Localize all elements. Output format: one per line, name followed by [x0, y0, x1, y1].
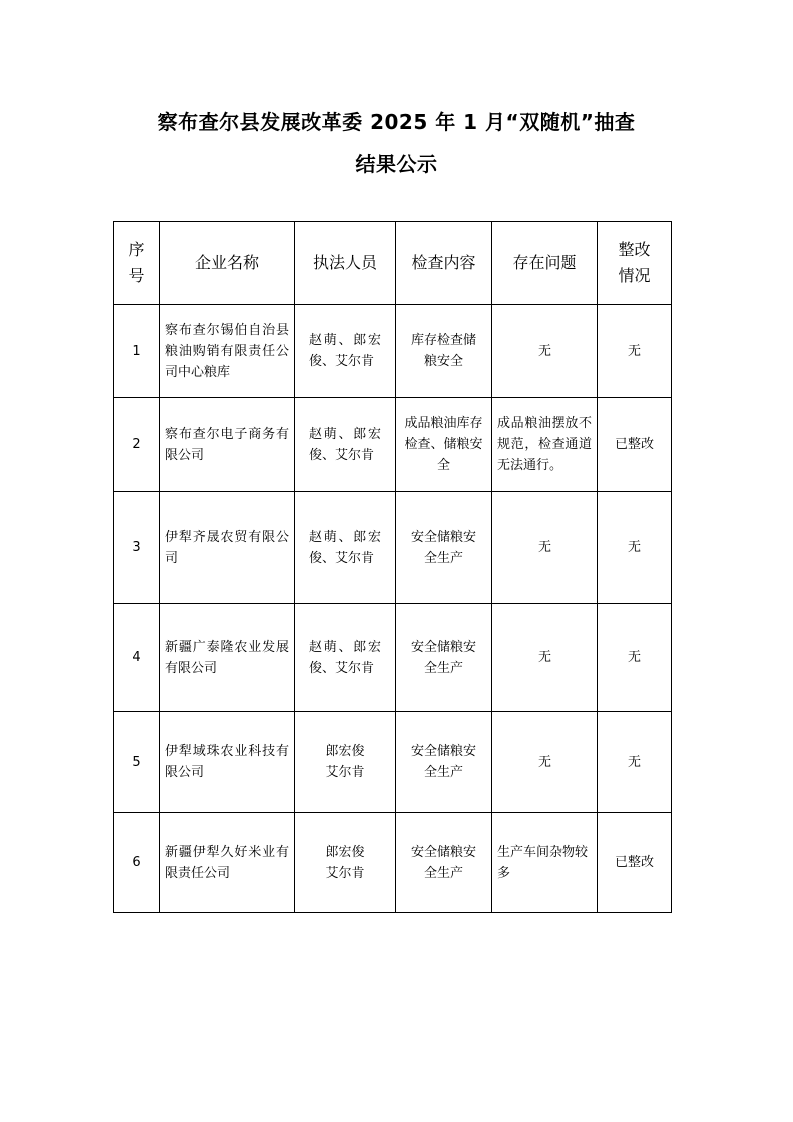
cell-issues: 无	[492, 305, 598, 398]
cell-issues: 无	[492, 712, 598, 813]
table-row	[114, 813, 672, 913]
header-index: 序号	[114, 222, 160, 305]
cell-content: 安全储粮安全生产	[396, 604, 492, 712]
cell-officers: 赵萌、郎宏俊、艾尔肯	[295, 398, 396, 492]
cell-officers: 赵萌、郎宏俊、艾尔肯	[295, 604, 396, 712]
cell-rectification: 已整改	[598, 813, 672, 913]
cell-company: 察布查尔锡伯自治县粮油购销有限责任公司中心粮库	[160, 305, 295, 398]
cell-company: 新疆伊犁久好米业有限责任公司	[160, 813, 295, 913]
table-row	[114, 398, 672, 492]
cell-officers: 郎宏俊 艾尔肯	[295, 712, 396, 813]
cell-content: 成品粮油库存检查、储粮安全	[396, 398, 492, 492]
cell-rectification: 已整改	[598, 398, 672, 492]
cell-index: 2	[114, 398, 160, 492]
cell-officers: 赵萌、郎宏俊、艾尔肯	[295, 305, 396, 398]
table-row	[114, 305, 672, 398]
cell-rectification: 无	[598, 492, 672, 604]
cell-rectification: 无	[598, 305, 672, 398]
header-officers: 执法人员	[295, 222, 396, 305]
cell-index: 6	[114, 813, 160, 913]
header-issues: 存在问题	[492, 222, 598, 305]
cell-index: 3	[114, 492, 160, 604]
cell-index: 1	[114, 305, 160, 398]
cell-company: 新疆广泰隆农业发展有限公司	[160, 604, 295, 712]
cell-issues: 无	[492, 604, 598, 712]
results-table	[113, 221, 672, 913]
header-company: 企业名称	[160, 222, 295, 305]
cell-company: 察布查尔电子商务有限公司	[160, 398, 295, 492]
cell-issues: 生产车间杂物较多	[492, 813, 598, 913]
cell-rectification: 无	[598, 712, 672, 813]
cell-company: 伊犁域珠农业科技有限公司	[160, 712, 295, 813]
table-row	[114, 604, 672, 712]
table-row	[114, 712, 672, 813]
cell-officers: 赵萌、郎宏俊、艾尔肯	[295, 492, 396, 604]
document-title-line2: 结果公示	[355, 152, 438, 176]
cell-rectification: 无	[598, 604, 672, 712]
table-row	[114, 492, 672, 604]
header-content: 检查内容	[396, 222, 492, 305]
cell-index: 4	[114, 604, 160, 712]
cell-content: 安全储粮安全生产	[396, 492, 492, 604]
cell-content: 安全储粮安全生产	[396, 813, 492, 913]
header-rectification: 整改情况	[598, 222, 672, 305]
cell-officers: 郎宏俊 艾尔肯	[295, 813, 396, 913]
cell-content: 库存检查储粮安全	[396, 305, 492, 398]
table-header-row	[114, 222, 672, 305]
cell-index: 5	[114, 712, 160, 813]
cell-issues: 无	[492, 492, 598, 604]
cell-issues: 成品粮油摆放不规范，检查通道无法通行。	[492, 398, 598, 492]
cell-content: 安全储粮安全生产	[396, 712, 492, 813]
document-title: 察布查尔县发展改革委 2025 年 1 月“双随机”抽查	[157, 110, 636, 134]
cell-company: 伊犁齐晟农贸有限公司	[160, 492, 295, 604]
